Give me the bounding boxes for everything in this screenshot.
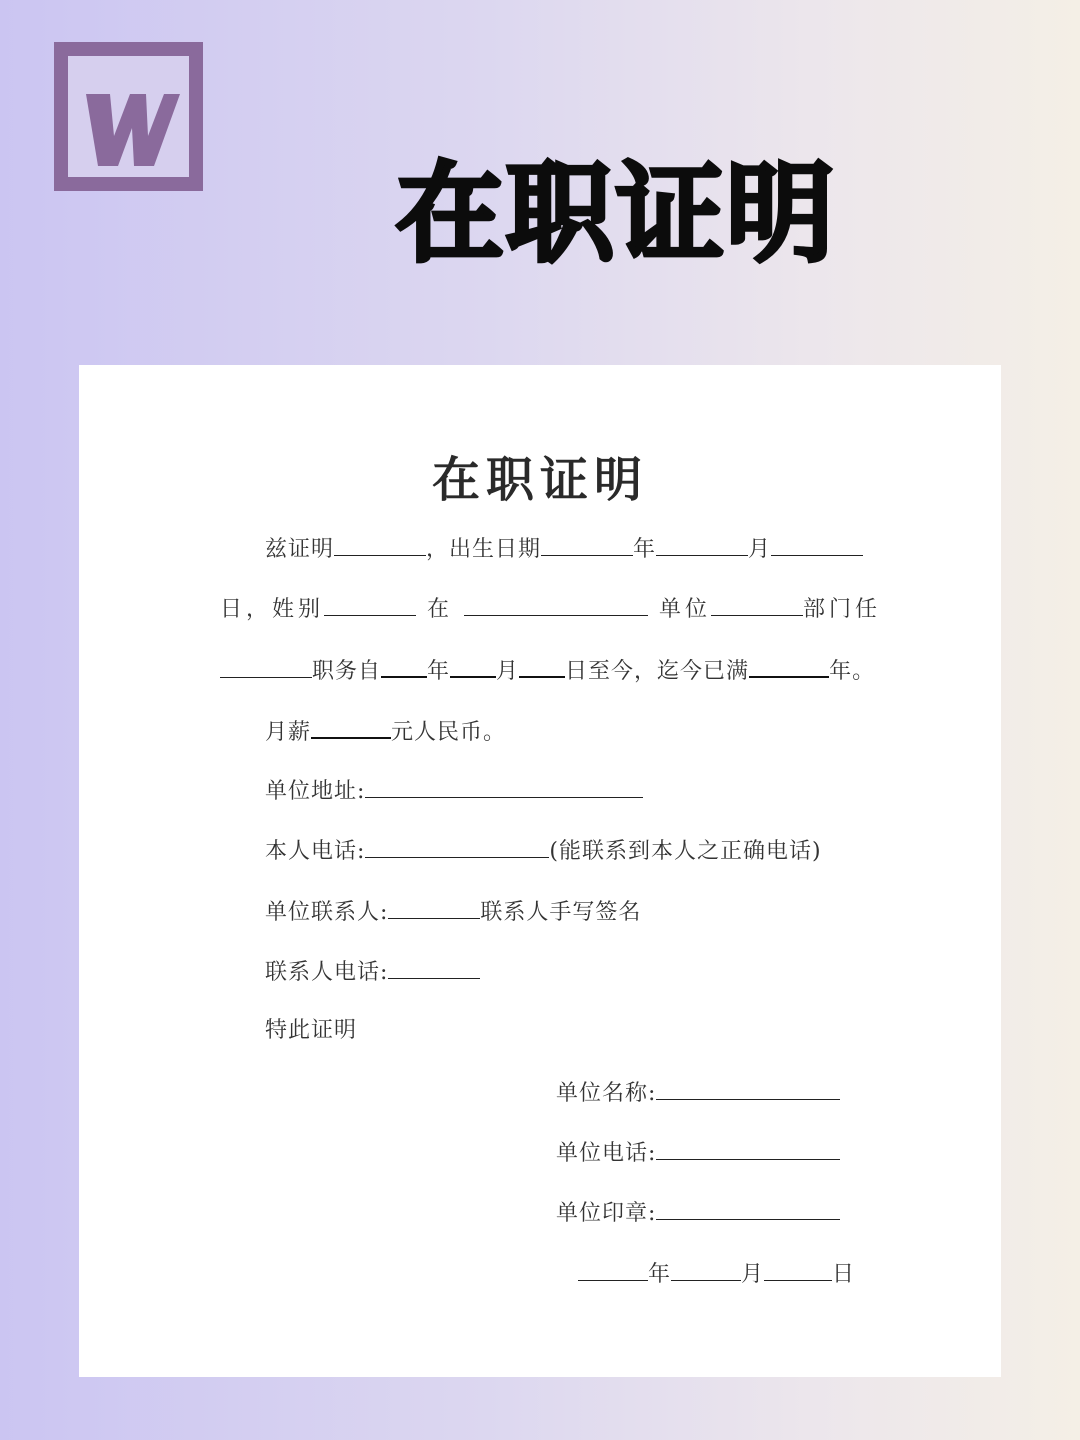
- blank-birth-year[interactable]: [541, 533, 633, 556]
- salary-line: [265, 715, 506, 748]
- label-year: 年: [633, 537, 657, 562]
- label-contact: 单位联系人:: [265, 900, 389, 925]
- label-salary: 月薪: [265, 720, 312, 745]
- label-org-phone: 单位电话:: [556, 1141, 657, 1166]
- text-line-1: [265, 533, 863, 565]
- label-unit: 单位: [659, 597, 712, 622]
- label-position-from: 职务自: [312, 659, 382, 684]
- label-certify: 兹证明: [265, 537, 335, 562]
- blank-address[interactable]: [365, 775, 643, 798]
- org-name-line: [556, 1077, 840, 1109]
- label-address: 单位地址:: [265, 779, 366, 804]
- label-at: 在: [427, 597, 454, 622]
- blank-position[interactable]: [220, 655, 312, 678]
- w-letter-icon: [68, 56, 189, 177]
- blank-start-year[interactable]: [381, 654, 427, 678]
- address-line: [265, 775, 643, 807]
- logo-letter: [68, 56, 189, 177]
- label-org-seal: 单位印章:: [556, 1201, 657, 1226]
- label-department: 部门任: [803, 597, 882, 622]
- blank-org-phone[interactable]: [656, 1137, 840, 1160]
- label-date-day: 日: [832, 1262, 856, 1287]
- label-start-month: 月: [496, 659, 520, 684]
- contact-phone-line: [265, 956, 480, 988]
- contact-line: [265, 896, 641, 928]
- text-line-3: [220, 654, 875, 687]
- label-years: 年。: [829, 659, 876, 684]
- label-until-now: 日至今，迄今已满: [565, 659, 750, 684]
- blank-org-name[interactable]: [656, 1077, 840, 1100]
- blank-gender[interactable]: [324, 593, 416, 616]
- page-title: 在职证明: [396, 152, 837, 277]
- label-contact-phone: 联系人电话:: [265, 960, 389, 985]
- certificate-paper: [79, 365, 1001, 1377]
- blank-company[interactable]: [464, 593, 648, 616]
- date-line: [578, 1258, 855, 1290]
- label-day-gender: 日，姓别: [220, 597, 325, 622]
- label-phone: 本人电话:: [265, 839, 366, 864]
- closing-text: 特此证明: [265, 1018, 358, 1043]
- label-org-name: 单位名称:: [556, 1081, 657, 1106]
- org-phone-line: [556, 1137, 840, 1169]
- blank-date-year[interactable]: [578, 1258, 648, 1281]
- document-title: 在职证明: [431, 452, 648, 508]
- blank-contact[interactable]: [388, 896, 480, 919]
- label-signature: 联系人手写签名: [480, 900, 642, 925]
- blank-birth-day[interactable]: [771, 533, 863, 556]
- blank-birth-month[interactable]: [656, 533, 748, 556]
- phone-note: (能联系到本人之正确电话): [549, 839, 822, 864]
- blank-date-month[interactable]: [671, 1258, 741, 1281]
- blank-start-month[interactable]: [450, 654, 496, 678]
- label-rmb: 元人民币。: [391, 720, 507, 745]
- org-seal-line: [556, 1197, 840, 1229]
- blank-phone[interactable]: [365, 835, 549, 858]
- label-birthdate: ，出生日期: [426, 537, 542, 562]
- blank-date-day[interactable]: [764, 1258, 832, 1281]
- blank-contact-phone[interactable]: [388, 956, 480, 979]
- label-month: 月: [748, 537, 772, 562]
- label-start-year: 年: [427, 659, 451, 684]
- text-line-2: [220, 593, 881, 625]
- blank-department[interactable]: [711, 593, 803, 616]
- label-date-month: 月: [741, 1262, 765, 1287]
- blank-start-day[interactable]: [519, 654, 565, 678]
- blank-name[interactable]: [334, 533, 426, 556]
- phone-line: [265, 835, 822, 867]
- blank-salary[interactable]: [311, 715, 391, 739]
- blank-org-seal[interactable]: [656, 1197, 840, 1220]
- label-date-year: 年: [648, 1262, 672, 1287]
- word-logo-icon: [54, 42, 203, 191]
- blank-years-served[interactable]: [749, 654, 829, 678]
